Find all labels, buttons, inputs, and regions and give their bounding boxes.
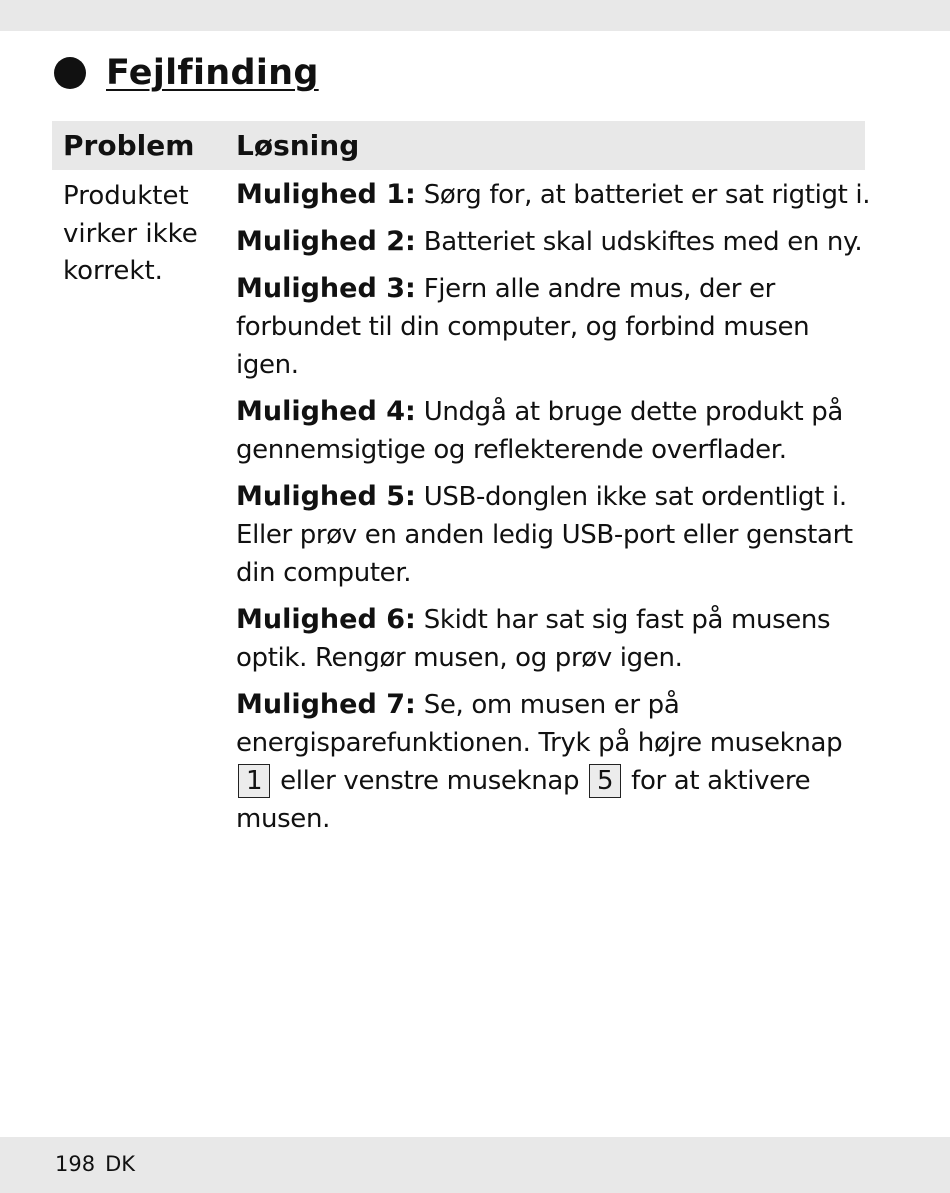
option-text: Undgå at bruge dette produkt på gennemsigtige og reflekterende overflader. [236, 397, 844, 465]
option-text: Batteriet skal udskiftes med en ny. [423, 227, 863, 257]
section-heading [54, 48, 319, 98]
solution-option-4 [236, 393, 871, 469]
solution-option-7 [236, 686, 871, 838]
option-text: USB-donglen ikke sat ordentligt i. Eller prøv en anden ledig USB-port eller genstart din computer. [236, 482, 853, 588]
reference-number-box: 5 [589, 764, 621, 798]
table-header [52, 121, 865, 170]
option-text: for at aktivere musen. [236, 766, 811, 834]
option-text: Sørg for, at batteriet er sat rigtigt i. [423, 180, 871, 210]
option-label: Mulighed 1: [236, 179, 416, 210]
solution-option-1 [236, 176, 871, 214]
page-number: 198 [55, 1152, 96, 1176]
reference-number-box: 1 [238, 764, 270, 798]
page-title: Fejlfinding [106, 53, 319, 93]
option-label: Mulighed 4: [236, 396, 416, 427]
option-text: Fjern alle andre mus, der er forbundet til din computer, og forbind musen igen. [236, 274, 810, 380]
top-band [0, 0, 950, 31]
option-label: Mulighed 5: [236, 481, 416, 512]
footer [55, 1152, 145, 1176]
option-label: Mulighed 3: [236, 273, 416, 304]
option-text: Skidt har sat sig fast på musens optik. Rengør musen, og prøv igen. [236, 605, 831, 673]
solution-option-5 [236, 478, 871, 592]
problem-cell: Produktet virker ikke korrekt. [63, 181, 198, 286]
option-text: eller venstre museknap [280, 766, 580, 796]
solution-option-2 [236, 223, 871, 261]
option-label: Mulighed 2: [236, 226, 416, 257]
bullet-icon [54, 57, 86, 89]
option-label: Mulighed 6: [236, 604, 416, 635]
column-header-solution: Løsning [236, 129, 360, 162]
solution-option-6 [236, 601, 871, 677]
solution-cell [236, 176, 871, 847]
option-text: Se, om musen er på energisparefunktionen. Tryk på højre museknap [236, 690, 843, 758]
solution-option-3 [236, 270, 871, 384]
option-label: Mulighed 7: [236, 689, 416, 720]
language-code: DK [105, 1152, 136, 1176]
column-header-problem: Problem [63, 129, 195, 162]
